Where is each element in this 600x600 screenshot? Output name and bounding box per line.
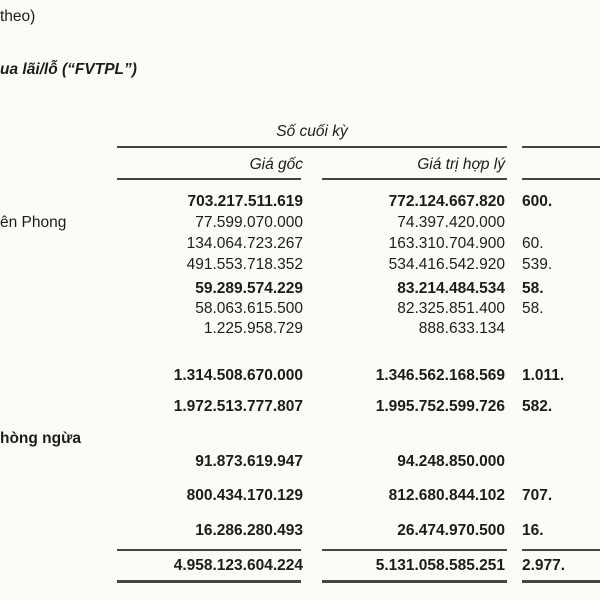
row-prior: 707. xyxy=(522,487,553,504)
row-cost: 1.225.958.729 xyxy=(203,320,303,337)
row-fair-value: 812.680.844.102 xyxy=(388,487,505,504)
row-cost: 59.289.574.229 xyxy=(195,280,303,297)
row-fair-value: 94.248.850.000 xyxy=(397,453,505,470)
header-rule xyxy=(322,178,507,180)
row-prior: 1.011. xyxy=(522,367,565,384)
continued-heading: theo) xyxy=(0,8,36,25)
row-fair-value: 83.214.484.534 xyxy=(397,280,505,297)
row-fair-value: 26.474.970.500 xyxy=(397,522,505,539)
row-cost: 16.286.280.493 xyxy=(195,522,303,539)
row-cost: 491.553.718.352 xyxy=(186,256,303,273)
row-prior: 60. xyxy=(522,235,544,252)
row-prior: 539. xyxy=(522,256,553,273)
row-fair-value: 1.995.752.599.726 xyxy=(375,398,505,415)
row-cost: 703.217.511.619 xyxy=(187,193,303,210)
column-header-fair-value: Giá trị hợp lý xyxy=(417,156,505,173)
row-cost: 1.972.513.777.807 xyxy=(173,398,303,415)
total-cost: 4.958.123.604.224 xyxy=(173,557,303,574)
header-rule xyxy=(117,178,301,180)
row-fair-value: 82.325.851.400 xyxy=(397,300,505,317)
row-cost: 800.434.170.129 xyxy=(186,487,303,504)
group-header-closing-balance: Số cuối kỳ xyxy=(276,123,348,140)
header-rule xyxy=(522,146,600,148)
total-double-rule xyxy=(522,580,600,583)
row-fair-value: 772.124.667.820 xyxy=(388,193,505,210)
total-double-rule xyxy=(117,580,301,583)
column-header-cost: Giá gốc xyxy=(249,156,303,173)
row-cost: 134.064.723.267 xyxy=(186,235,303,252)
row-cost: 58.063.615.500 xyxy=(195,300,303,317)
total-fair-value: 5.131.058.585.251 xyxy=(375,557,505,574)
row-cost: 77.599.070.000 xyxy=(195,214,303,231)
subtotal-rule xyxy=(522,549,600,551)
row-fair-value: 163.310.704.900 xyxy=(388,235,505,252)
row-prior: 582. xyxy=(522,398,553,415)
row-prior: 58. xyxy=(522,280,544,297)
total-double-rule xyxy=(322,580,507,583)
row-prior: 16. xyxy=(522,522,544,539)
row-cost: 91.873.619.947 xyxy=(195,453,303,470)
row-cost: 1.314.508.670.000 xyxy=(173,367,303,384)
row-prior: 58. xyxy=(522,300,544,317)
row-fair-value: 888.633.134 xyxy=(418,320,505,337)
section-title: ua lãi/lỗ (“FVTPL”) xyxy=(0,61,137,78)
row-label: hòng ngừa xyxy=(0,430,81,447)
subtotal-rule xyxy=(117,549,301,551)
subtotal-rule xyxy=(322,549,507,551)
row-fair-value: 534.416.542.920 xyxy=(388,256,505,273)
header-rule xyxy=(522,178,600,180)
row-fair-value: 74.397.420.000 xyxy=(397,214,505,231)
header-rule xyxy=(117,146,507,148)
row-prior: 600. xyxy=(522,193,553,210)
total-prior: 2.977. xyxy=(522,557,566,574)
row-fair-value: 1.346.562.168.569 xyxy=(375,367,505,384)
row-label: ên Phong xyxy=(0,214,67,231)
